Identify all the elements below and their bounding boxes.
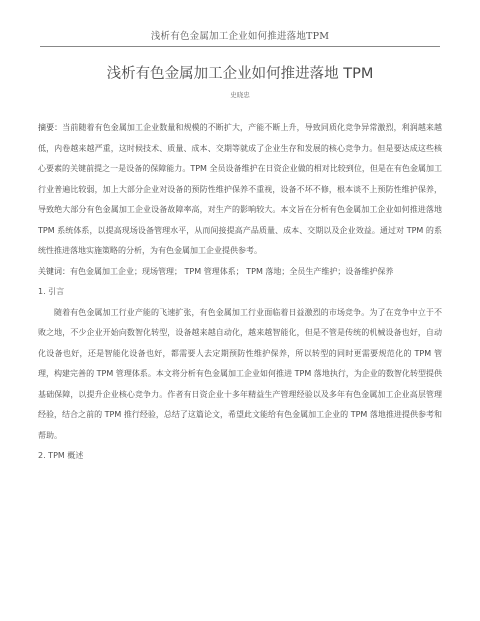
keywords-label: 关键词：	[38, 266, 70, 276]
header-divider	[40, 46, 440, 47]
abstract-text: 当前随着有色金属加工企业数量和规模的不断扩大，产能不断上升，导致同质化竞争异常激烈，利润越来越低，内卷越来越严重，这时候技术、质量、成本、交期等就成了企业生存和发展的核心竞争力。但是要达成这些核心要素的关键前提之一是设备的保障能力。TPM 全员设备维护在日资企业做的相对比较到位，但是在有色金属加工行业普遍比较弱，加上大部分企业对设备的预防性维护保养不重视，设备不坏不修，根本谈不上预防性维护保养，导致绝大部分有色金属加工企业设备故障率高，对生产的影响较大。本文旨在分析有色金属加工企业如何推进落地 TPM 系统体系，以提高现场设备管理水平，从而间接提高产品质量、成本、交期以及企业效益。通过对 TPM 的系统性推进落地实施策略的分析，为有色金属加工企业提供参考。	[38, 123, 443, 255]
keywords-paragraph	[38, 262, 442, 283]
section-heading-introduction: 1. 引言	[38, 287, 65, 296]
abstract-label: 摘要：	[38, 123, 63, 132]
paper-body	[38, 118, 442, 467]
running-header: 浅析有色金属加工企业如何推进落地TPM	[150, 31, 330, 42]
abstract-paragraph	[38, 118, 442, 262]
paper-title: 浅析有色金属加工企业如何推进落地 TPM	[106, 66, 374, 82]
introduction-paragraph: 随着有色金属加工行业产能的飞速扩张，有色金属加工行业面临着日益激烈的市场竞争。为了在竞争中立于不败之地，不少企业开始向数智化转型，设备越来越自动化，越来越智能化，但是不管是传统的机械设备也好，自动化设备也好，还是智能化设备也好，都需要人去定期预防性维护保养，所以转型的同时更需要规范化的 TPM 管理，构建完善的 TPM 管理体系。本文将分析有色金属加工企业如何推进 TPM 落地执行，为企业的数智化转型提供基础保障，以提升企业核心竞争力。作者有日资企业十多年精益生产管理经验以及多年有色金属加工企业高层管理经验，结合之前的 TPM 推行经验，总结了这篇论文，希望此文能给有色金属加工企业的 TPM 落地推进提供参考和帮助。	[38, 307, 442, 440]
keywords-text: 有色金属加工企业；现场管理； TPM 管理体系； TPM 落地；全员生产维护；设备维护保养	[70, 266, 394, 276]
author-name: 史晓忠	[230, 91, 250, 99]
section-heading-tpm-overview: 2. TPM 概述	[38, 451, 84, 460]
